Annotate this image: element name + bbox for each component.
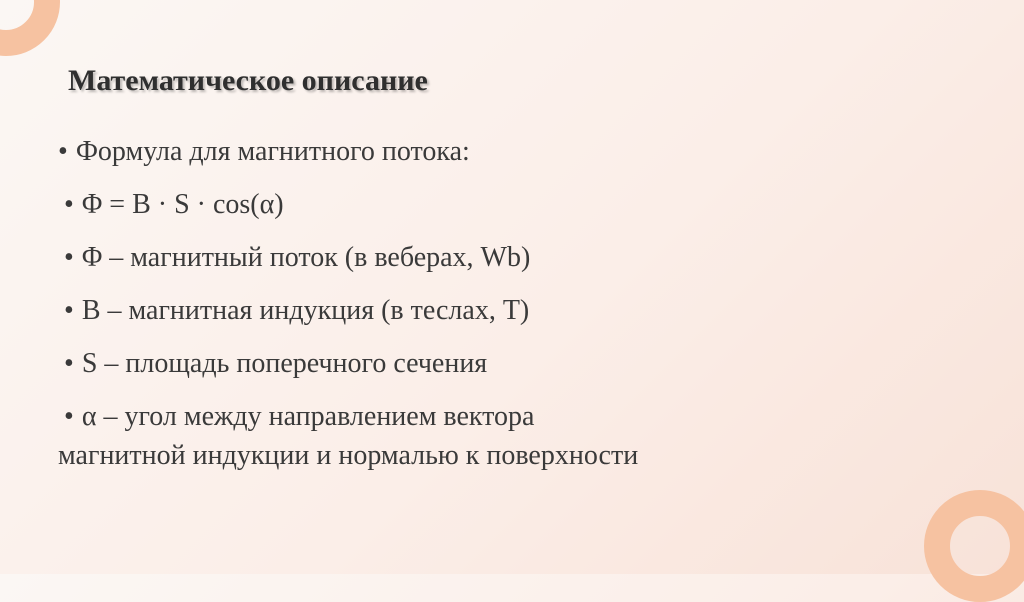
bullet-marker: •	[64, 401, 74, 432]
bullet-text: Φ = B · S · cos(α)	[81, 189, 284, 220]
bullet-formula-intro	[58, 132, 958, 171]
bullet-marker: •	[58, 136, 68, 167]
bullet-formula	[58, 185, 958, 224]
bullet-flux-definition	[58, 238, 958, 277]
bullet-angle-line-2: магнитной индукции и нормалью к поверхности	[58, 440, 639, 471]
bullet-angle-line-1	[64, 397, 958, 436]
bullet-text: Формула для магнитного потока:	[75, 136, 470, 167]
bullet-marker: •	[64, 242, 74, 273]
bullet-marker: •	[64, 348, 74, 379]
bullet-marker: •	[64, 189, 74, 220]
bullet-text: S – площадь поперечного сечения	[81, 348, 488, 379]
decorative-ring-top-left	[0, 0, 60, 56]
slide-content	[58, 132, 958, 475]
bullet-angle-definition	[58, 397, 958, 475]
bullet-text: Φ – магнитный поток (в веберах, Wb)	[81, 242, 531, 273]
bullet-marker: •	[64, 295, 74, 326]
bullet-induction-definition	[58, 291, 958, 330]
bullet-area-definition	[58, 344, 958, 383]
bullet-text: B – магнитная индукция (в теслах, T)	[81, 295, 530, 326]
slide-title: Математическое описание	[68, 64, 428, 97]
bullet-text-line-1: α – угол между направлением вектора	[81, 401, 535, 432]
decorative-ring-bottom-right	[924, 490, 1024, 602]
